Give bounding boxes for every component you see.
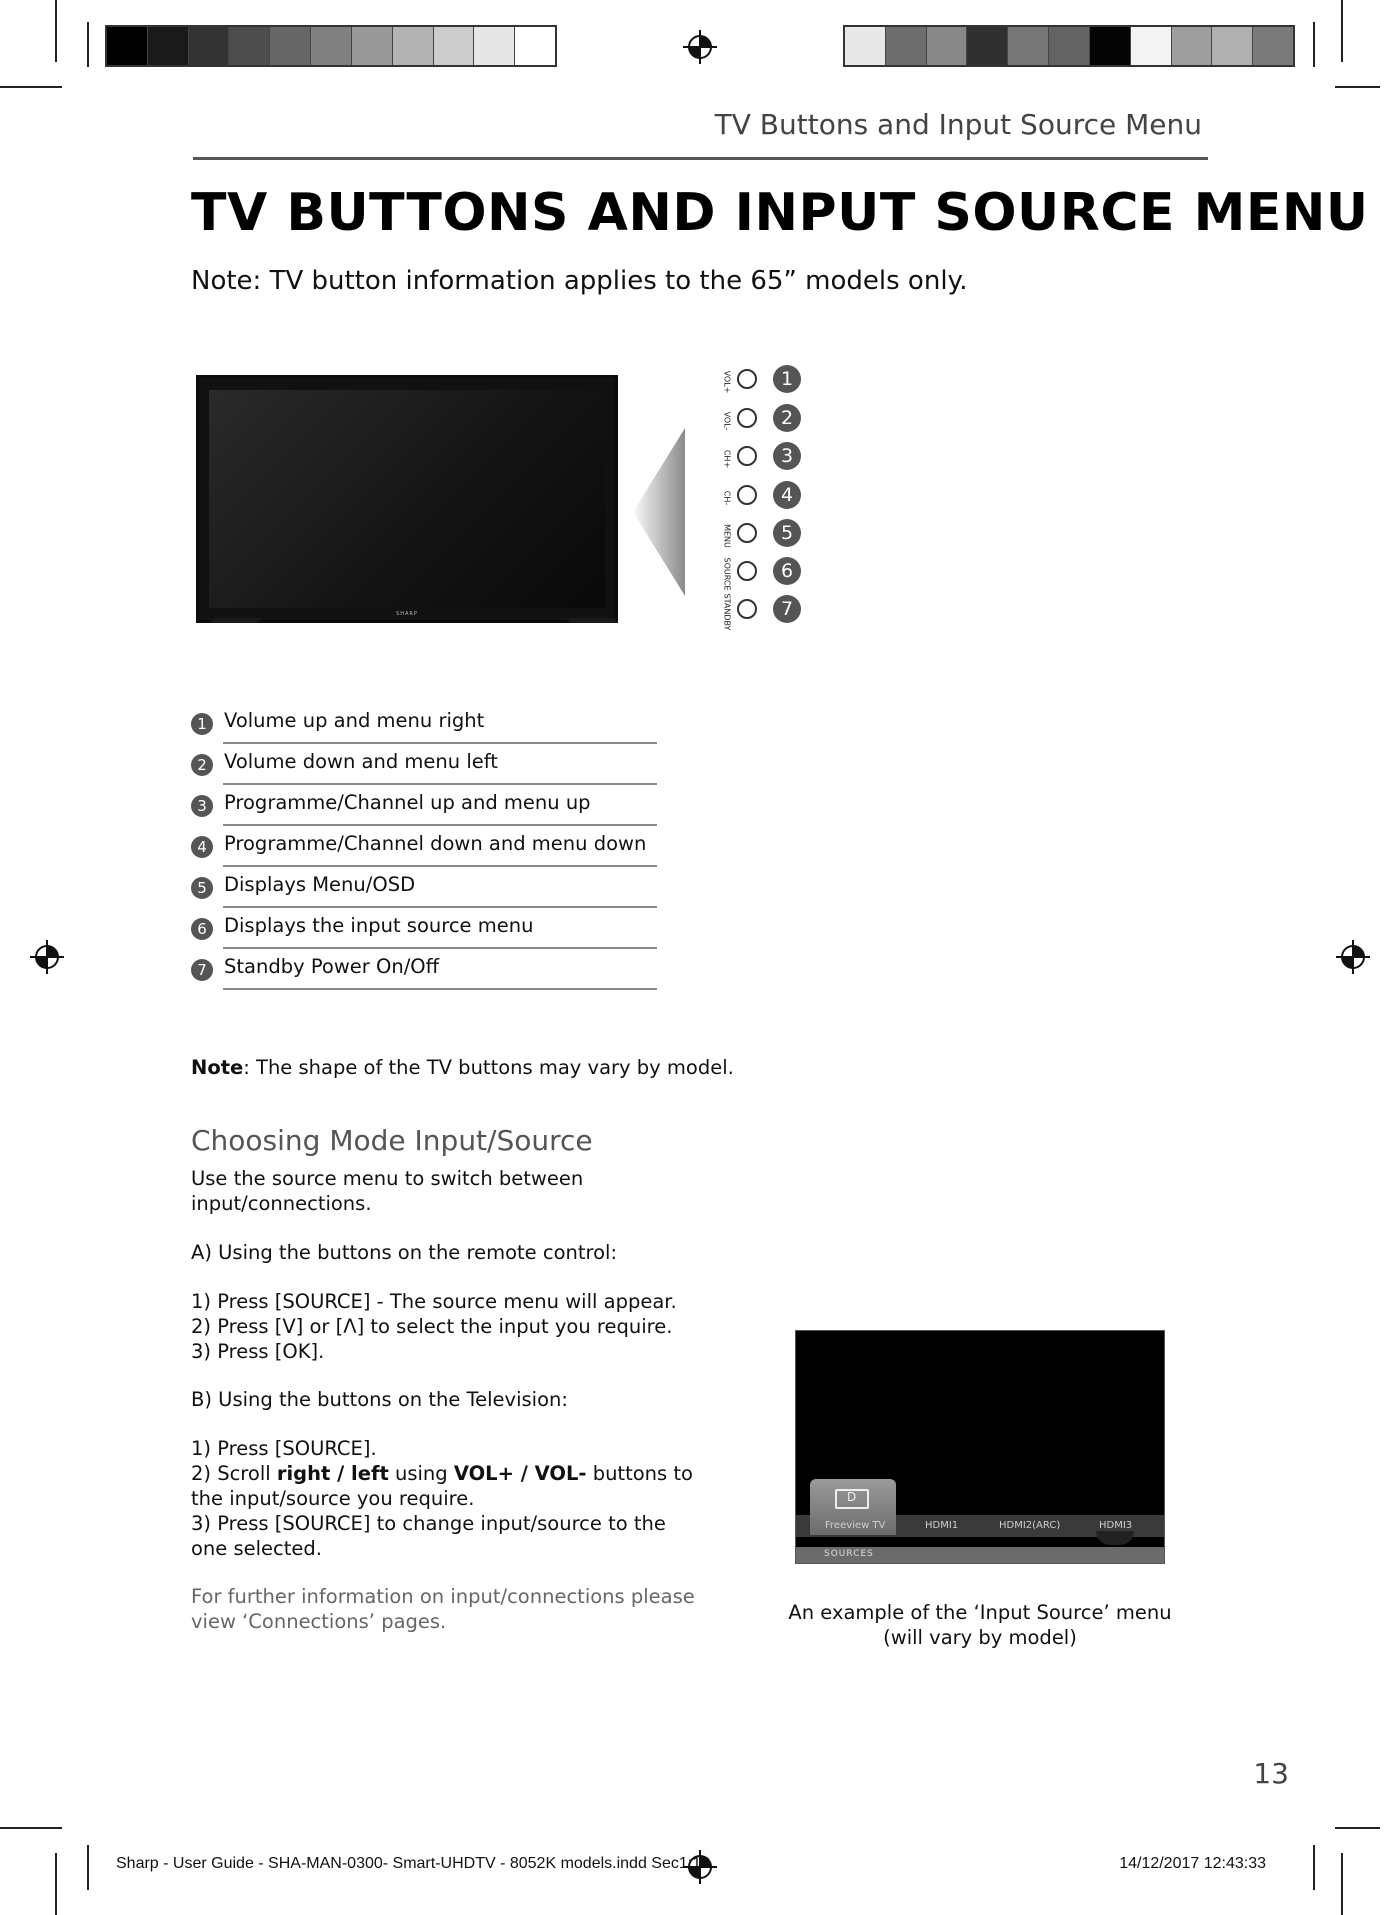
color-swatch [474, 27, 515, 65]
button-circle-icon [737, 523, 757, 543]
button-circle-icon [737, 408, 757, 428]
color-swatch [1172, 27, 1213, 65]
color-swatch [148, 27, 189, 65]
color-swatch [1049, 27, 1090, 65]
crop-mark [1313, 1845, 1315, 1890]
tv-button-label: VOL- [722, 411, 732, 431]
remote-instructions-heading: A) Using the buttons on the remote control: [191, 1241, 618, 1264]
tv-button-menu [720, 518, 810, 554]
step-line: 1) Press [SOURCE]. [191, 1437, 377, 1460]
note-label: Note [191, 1056, 244, 1079]
remote-instructions-steps [191, 1289, 677, 1364]
section-heading: Choosing Mode Input/Source [191, 1124, 593, 1157]
print-slug-timestamp: 14/12/2017 12:43:33 [1119, 1855, 1266, 1872]
button-circle-icon [737, 599, 757, 619]
sources-bar-label: SOURCES [824, 1549, 874, 1559]
tv-button-source [720, 556, 810, 592]
legend-number-badge: 2 [191, 754, 213, 776]
tv-button-ch-up [720, 441, 810, 477]
tv-button-standby [720, 594, 810, 630]
legend-number-badge: 4 [191, 836, 213, 858]
step-line: one selected. [191, 1537, 322, 1560]
crop-mark [1341, 1853, 1343, 1915]
button-number-badge: 4 [773, 481, 801, 509]
step-line [191, 1461, 693, 1486]
text-line: view ‘Connections’ pages. [191, 1610, 447, 1633]
tv-instructions-heading: B) Using the buttons on the Television: [191, 1388, 568, 1411]
registration-mark-icon [683, 30, 717, 64]
registration-mark-icon [1336, 940, 1370, 974]
tv-button-vol-down [720, 403, 810, 439]
button-shape-note [191, 1056, 734, 1079]
header-divider [193, 157, 1208, 160]
tv-illustration [196, 375, 618, 623]
legend-number-badge: 5 [191, 877, 213, 899]
tv-icon-letter: D [847, 1490, 857, 1504]
color-swatch [1212, 27, 1253, 65]
legend-text: Volume up and menu right [224, 709, 485, 732]
button-legend-list [191, 703, 657, 990]
registration-mark-icon [30, 940, 64, 974]
step-line: the input/source you require. [191, 1487, 475, 1510]
color-swatch [352, 27, 393, 65]
legend-number-badge: 6 [191, 918, 213, 940]
further-info-note [191, 1584, 695, 1634]
tv-stand-leg-right [566, 618, 618, 623]
running-head: TV Buttons and Input Source Menu [714, 108, 1202, 141]
color-swatch [311, 27, 352, 65]
tv-button-label: VOL+ [722, 370, 732, 394]
crop-mark [87, 1845, 89, 1890]
color-swatch [967, 27, 1008, 65]
tv-instructions-steps [191, 1436, 693, 1561]
page-number: 13 [1253, 1757, 1289, 1790]
legend-text: Programme/Channel down and menu down [224, 832, 647, 855]
list-item [191, 826, 657, 867]
tv-stand-leg-left [210, 618, 262, 623]
list-item [191, 703, 657, 744]
tv-button-label: CH+ [722, 449, 732, 469]
model-note: Note: TV button information applies to the 65” models only. [191, 266, 968, 296]
color-swatch [107, 27, 148, 65]
color-swatch [229, 27, 270, 65]
button-number-badge: 1 [773, 365, 801, 393]
button-circle-icon [737, 561, 757, 581]
legend-number-badge: 3 [191, 795, 213, 817]
caption-line: (will vary by model) [883, 1626, 1077, 1649]
color-swatch [189, 27, 230, 65]
scroll-indicator [1096, 1531, 1134, 1545]
legend-text: Displays Menu/OSD [224, 873, 416, 896]
text-line: For further information on input/connections please [191, 1585, 695, 1608]
color-swatch [270, 27, 311, 65]
color-calibration-bar-left [105, 25, 557, 67]
page-title: TV BUTTONS AND INPUT SOURCE MENU [191, 183, 1369, 243]
sources-bar [796, 1547, 1164, 1563]
list-item [191, 785, 657, 826]
crop-mark [1335, 1827, 1380, 1829]
legend-text: Standby Power On/Off [224, 955, 440, 978]
divider [223, 988, 657, 990]
tv-button-vol-up [720, 364, 810, 400]
button-number-badge: 2 [773, 404, 801, 432]
text-run-bold: left [351, 1462, 389, 1485]
button-circle-icon [737, 369, 757, 389]
source-item: Freeview TV [825, 1520, 886, 1531]
text-run-bold: VOL+ [453, 1462, 514, 1485]
text-line: input/connections. [191, 1192, 372, 1215]
button-number-badge: 6 [773, 557, 801, 585]
tv-screen [209, 390, 605, 608]
crop-mark [55, 1853, 57, 1915]
step-line: 1) Press [SOURCE] - The source menu will appear. [191, 1290, 677, 1313]
tv-brand-logo: SHARP [396, 611, 418, 617]
source-item: HDMI2(ARC) [999, 1520, 1061, 1531]
crop-mark [0, 86, 62, 88]
text-line: Use the source menu to switch between [191, 1167, 584, 1190]
color-swatch [927, 27, 968, 65]
crop-mark [87, 22, 89, 67]
legend-text: Volume down and menu left [224, 750, 498, 773]
note-text: : The shape of the TV buttons may vary by model. [243, 1056, 734, 1079]
zoom-callout-wedge [633, 428, 685, 596]
step-line: 3) Press [SOURCE] to change input/source to the [191, 1512, 666, 1535]
section-intro [191, 1166, 583, 1216]
text-run: 2) Scroll [191, 1462, 277, 1485]
tv-button-label: STANDBY [722, 593, 732, 631]
button-circle-icon [737, 485, 757, 505]
color-swatch [515, 27, 555, 65]
button-number-badge: 3 [773, 442, 801, 470]
list-item [191, 908, 657, 949]
button-number-badge: 7 [773, 595, 801, 623]
button-number-badge: 5 [773, 519, 801, 547]
crop-mark [1313, 22, 1315, 67]
tv-button-label: SOURCE [722, 557, 732, 591]
color-swatch [1008, 27, 1049, 65]
text-run-bold: / [330, 1462, 352, 1485]
input-source-menu-screenshot [795, 1330, 1165, 1564]
step-line: 2) Press [V] or [Λ] to select the input you require. [191, 1315, 673, 1338]
source-item: HDMI1 [925, 1520, 959, 1531]
color-swatch [393, 27, 434, 65]
source-item: HDMI3 [1099, 1520, 1133, 1531]
step-line: 3) Press [OK]. [191, 1340, 325, 1363]
crop-mark [1341, 0, 1343, 62]
color-swatch [1131, 27, 1172, 65]
tv-button-label: CH- [722, 490, 732, 506]
crop-mark [55, 0, 57, 62]
legend-number-badge: 1 [191, 713, 213, 735]
text-run-bold: right [276, 1462, 331, 1485]
caption-line: An example of the ‘Input Source’ menu [788, 1601, 1172, 1624]
tv-button-ch-down [720, 480, 810, 516]
color-swatch [886, 27, 927, 65]
color-swatch [1090, 27, 1131, 65]
color-calibration-bar-right [843, 25, 1295, 67]
text-run: buttons to [586, 1462, 693, 1485]
text-run: using [388, 1462, 454, 1485]
color-swatch [434, 27, 475, 65]
legend-text: Displays the input source menu [224, 914, 534, 937]
list-item [191, 867, 657, 908]
figure-caption [780, 1600, 1180, 1650]
text-run-bold: VOL- [534, 1462, 587, 1485]
tv-button-label: MENU [722, 524, 732, 548]
list-item [191, 949, 657, 990]
text-run-bold: / [513, 1462, 535, 1485]
print-slug-file: Sharp - User Guide - SHA-MAN-0300- Smart-UHDTV - 8052K models.indd Sec1:13 [116, 1855, 710, 1872]
button-circle-icon [737, 446, 757, 466]
color-swatch [1253, 27, 1293, 65]
crop-mark [1335, 86, 1380, 88]
color-swatch [845, 27, 886, 65]
list-item [191, 744, 657, 785]
legend-text: Programme/Channel up and menu up [224, 791, 591, 814]
crop-mark [0, 1827, 62, 1829]
legend-number-badge: 7 [191, 959, 213, 981]
